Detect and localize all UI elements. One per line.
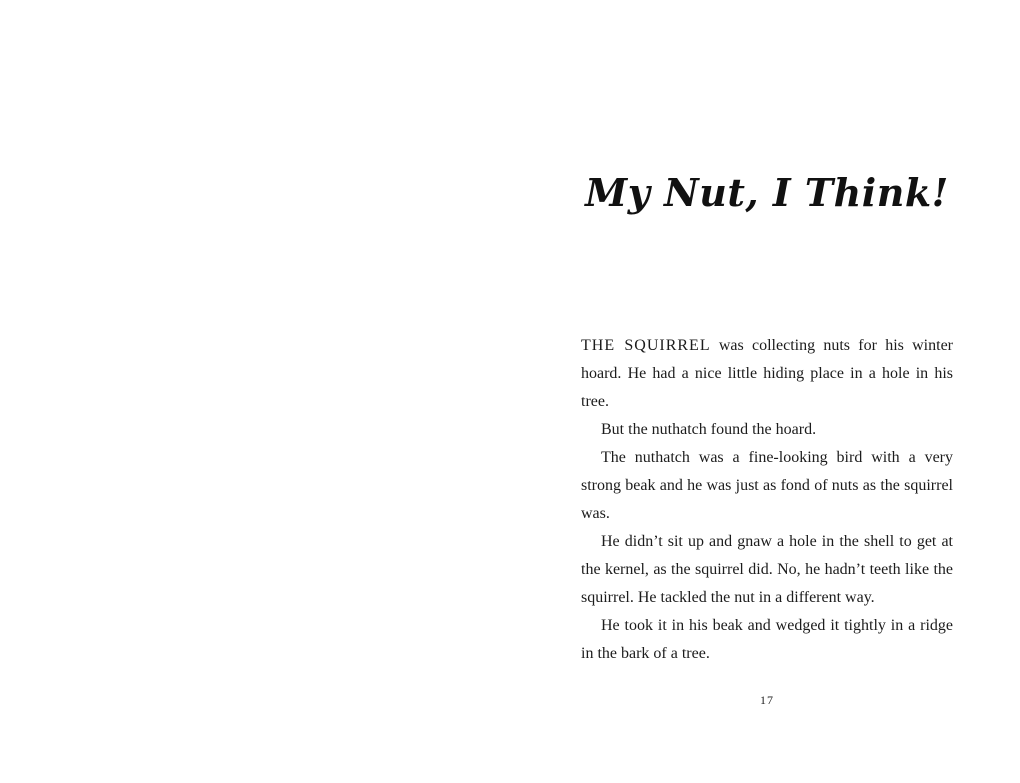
- paragraph-2: But the nuthatch found the hoard.: [601, 421, 817, 438]
- right-page: [510, 0, 1020, 783]
- paragraph-1-text: was collecting nuts for his winter hoard. He had a nice little hiding place in a hole in his tree.: [581, 337, 954, 410]
- body-text: [581, 332, 953, 668]
- page-number: 17: [760, 693, 774, 707]
- chapter-title: My Nut, I Think!: [585, 170, 949, 216]
- lead-in-small-caps: THE SQUIRREL: [581, 337, 711, 354]
- paragraph-3: The nuthatch was a fine-looking bird with a very strong beak and he was just as fond of nuts as the squirrel was.: [581, 449, 953, 522]
- paragraph-1: [581, 332, 953, 416]
- paragraph-5: He took it in his beak and wedged it tightly in a ridge in the bark of a tree.: [581, 617, 953, 662]
- paragraph-4: He didn’t sit up and gnaw a hole in the shell to get at the kernel, as the squirrel did. No, he hadn’t teeth like the squirrel. He tackled the nut in a different way.: [581, 533, 953, 606]
